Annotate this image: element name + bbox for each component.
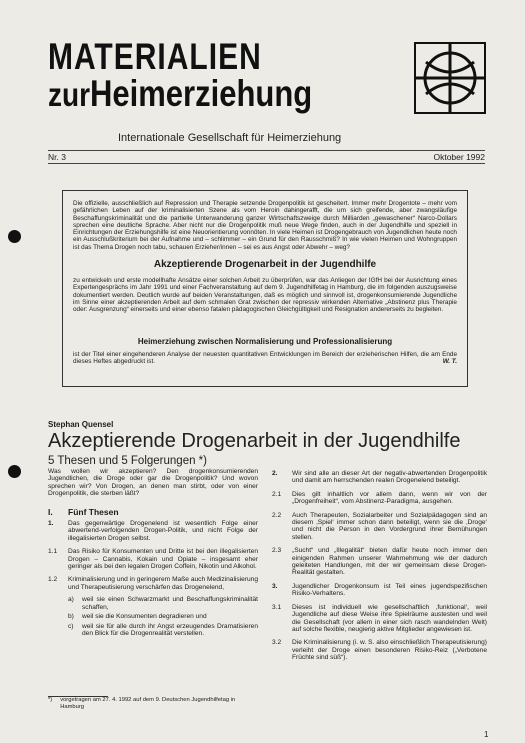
thesis-item xyxy=(272,547,487,577)
thesis-text: Dies gilt inhaltlich vor allem dann, wenn wir von der „Drogenfreiheit“, vom Abstinenz-Paradigma, ausgehen. xyxy=(292,490,487,506)
sub-item xyxy=(48,596,258,611)
masthead-line1: MATERIALIEN xyxy=(48,36,262,78)
thesis-number: 1.2 xyxy=(48,576,58,584)
editorial-heading2-block xyxy=(73,337,457,346)
article-title: Akzeptierende Drogenarbeit in der Jugendhilfe xyxy=(48,430,461,452)
thesis-number: 2.3 xyxy=(272,547,282,555)
thesis-text: Das gegenwärtige Drogenelend ist wesentlich Folge einer abwertend-verfolgenden Drogen-Politik, und nicht Folge der illegalisierten Drogen selbst. xyxy=(68,520,258,542)
thesis-text: Wir sind alle an dieser Art der negativ-abwertenden Drogenpolitik und damit am herrschenden realen Drogenelend beteiligt. xyxy=(292,470,487,485)
section-number: I. xyxy=(48,506,53,517)
sub-item xyxy=(48,623,258,638)
left-items xyxy=(48,520,258,591)
footnote-mark: *) xyxy=(48,697,53,703)
editorial-heading-2: Heimerziehung zwischen Normalisierung und Professionalisierung xyxy=(137,337,393,346)
thesis-item xyxy=(272,491,487,506)
masthead xyxy=(48,36,348,115)
sub-item-text: weil sie für alle durch ihr Angst erzeugendes Dramatisieren den Blick für die Drogenrealität verstellen. xyxy=(82,622,258,637)
thesis-number: 3.1 xyxy=(272,603,282,611)
masthead-line2 xyxy=(48,72,348,115)
thesis-item xyxy=(48,548,258,570)
sub-item xyxy=(48,613,258,620)
editorial-para3-block xyxy=(73,351,457,366)
masthead-heimerziehung: Heimerziehung xyxy=(90,72,313,115)
thesis-text: Die Kriminalisierung (i. w. S. also einschließlich Therapeutisierung) verleiht der Droge einen besonderen Risiko-Reiz („Verbotene Früchte sind süß“). xyxy=(292,639,487,662)
thesis-text: Auch Therapeuten, Sozialarbeiter und Sozialpädagogen sind an diesem ‚Spiel‘ immer schon dann beteiligt, wenn sie die ‚Droge‘ und nicht die Person in den Vordergrund ihrer Bemühungen stellen. xyxy=(292,511,487,541)
article-intro: Was wollen wir akzeptieren? Den drogenkonsumierenden Jugendlichen, die Droge oder gar die Drogenpolitik? Und wovon sprechen wir? Von Drogen, an denen man stirbt, oder von einer Drogenpolitik, die sterben läßt? xyxy=(48,468,258,498)
editorial-paragraph-3 xyxy=(73,351,457,366)
thesis-number: 2. xyxy=(272,470,278,477)
sub-item-letter: c) xyxy=(68,622,74,630)
sub-item-letter: b) xyxy=(68,613,74,621)
right-items xyxy=(272,470,487,662)
thesis-number: 2.2 xyxy=(272,511,282,519)
editorial-intro-block xyxy=(73,200,457,251)
editorial-signature: W. T. xyxy=(442,358,457,366)
masthead-zur: zur xyxy=(48,76,90,114)
thesis-item xyxy=(272,583,487,598)
sub-item-text: weil sie einen Schwarzmarkt und Beschaffungskriminalität schaffen, xyxy=(82,596,258,611)
editorial-para2-block xyxy=(73,277,457,313)
editorial-paragraph-2: zu entwickeln und erste modellhafte Ansätze einer solchen Arbeit zu überprüfen, war das Anliegen der IGfH bei der Ausrichtung eines Expertengesprächs im Jahr 1991 und einer Fachveranstaltung auf dem 9. Jugendhilfetag in Hamburg, die im folgenden auszugsweise dokumentiert werden. Deutlich wurde auf beiden Veranstaltungen, daß es möglich und sinnvoll ist, drogenkonsumierende Jugendliche im Sinne einer akzeptierenden Arbeit auf dem schmalen Grat zwischen der repressiv wirkenden Alternative „Abstinenz plus Therapie oder: Ausgrenzung“ einerseits und einer ebenso fatalen pädagogischen Gleichgültigkeit und Resignation andererseits zu begleiten. xyxy=(73,277,457,314)
masthead-subtitle: Internationale Gesellschaft für Heimerziehung xyxy=(118,132,342,144)
sub-item-text: weil sie die Konsumenten degradieren und xyxy=(82,613,207,621)
punch-hole xyxy=(8,465,21,478)
thesis-text: Jugendlicher Drogenkonsum ist Teil eines jugendspezifischen Risiko-Verhaltens. xyxy=(292,582,487,598)
header-rule-bottom xyxy=(48,163,485,164)
thesis-item xyxy=(48,520,258,542)
thesis-number: 2.1 xyxy=(272,490,282,498)
thesis-number: 1.1 xyxy=(48,548,58,556)
header-rule-top xyxy=(48,150,485,151)
editorial-intro: Die offizielle, ausschließlich auf Repression und Therapie setzende Drogenpolitik ist gescheitert. Immer mehr Drogentote – mehr vom gefährlichen Leben auf der kriminalisierten Szene als vom Heroin dahingerafft, die um sich greifende, aber zwangsläufige Beschaffungskriminalität und die partielle Unterwanderung ganzer Wirtschaftszweige durch Milliarden „gewaschener“ Narco-Dollars sprechen eine deutliche Sprache. Aber nicht nur die Drogenpolitik muß neue Wege finden, auch in der Jugendhilfe und speziell in Einrichtungen der Erziehungshilfe ist eine Neuorientierung vonnöten. In viele Heimen ist Drogengebrauch von Jugendlichen heute noch ein Ausschlußkriterium bei der Aufnahme und – schlimmer – ein Grund für den Rausschmiß? In wie vielen Heimen und Wohngruppen ist das Thema Drogen noch tabu, schauen Erzieher/innen – sei es aus Angst oder Abwehr – weg? xyxy=(73,200,457,251)
thesis-text: Das Risiko für Konsumenten und Dritte ist bei den illegalisierten Drogen – Cannabis, Kokain und Opiate – insgesamt eher geringer als bei den legalen Drogen Coffein, Nikotin und Alkohol. xyxy=(68,548,258,571)
editorial-heading1-block xyxy=(73,259,457,270)
thesis-item xyxy=(272,604,487,634)
punch-hole xyxy=(8,230,21,243)
issue-number: Nr. 3 xyxy=(48,152,66,162)
globe-logo-icon xyxy=(414,42,486,114)
article-author: Stephan Quensel xyxy=(48,420,114,429)
thesis-text: Dieses ist individuell wie gesellschaftlich ‚funktional‘, weil Jugendliche auf diese Weise ihre Spielräume austesten und weil die Gesellschaft (vor allem in einer sich rasch wandelnden Welt) auf solche flexible, neugierig aktive Mitglieder angewiesen ist. xyxy=(292,603,487,633)
thesis-item xyxy=(272,512,487,542)
editorial-paragraph-3-text: ist der Titel einer eingehenderen Analyse der neuesten quantitativen Entwicklungen im Bereich der erzieherischen Hilfen, die am Ende dieses Heftes abgedruckt ist. xyxy=(73,351,457,366)
thesis-number: 1. xyxy=(48,520,54,528)
sub-items xyxy=(48,596,258,637)
article-right-column xyxy=(272,470,487,662)
footnote xyxy=(48,697,260,710)
page-number: 1 xyxy=(484,730,489,739)
thesis-item xyxy=(272,470,487,485)
sub-item-letter: a) xyxy=(68,596,74,604)
thesis-text: „Sucht“ und „Illegalität“ bieten dafür heute noch immer den einigenden Rahmen unserer Wahrnehmung wie der dadurch geleiteten Handlungen, mit der wir gemeinsam diese Drogen-Realität gestalten. xyxy=(292,547,487,577)
article-left-column xyxy=(48,468,258,637)
thesis-item xyxy=(272,639,487,661)
editorial-heading-1: Akzeptierende Drogenarbeit in der Jugendhilfe xyxy=(153,259,377,270)
article-subtitle: 5 Thesen und 5 Folgerungen *) xyxy=(48,455,207,467)
thesis-item xyxy=(48,576,258,591)
section-heading xyxy=(48,506,258,517)
thesis-text: Kriminalisierung und in geringerem Maße auch Medizinalisierung und Therapeutisierung verschärfen das Drogenelend, xyxy=(68,576,258,591)
issue-date: Oktober 1992 xyxy=(433,152,485,162)
thesis-number: 3. xyxy=(272,582,278,590)
footnote-text: vorgetragen am 27. 4. 1992 auf dem 9. Deutschen Jugendhilfetag in Hamburg xyxy=(60,697,236,710)
section-label: Fünf Thesen xyxy=(68,506,119,517)
editorial-box xyxy=(62,190,468,387)
thesis-number: 3.2 xyxy=(272,639,282,647)
